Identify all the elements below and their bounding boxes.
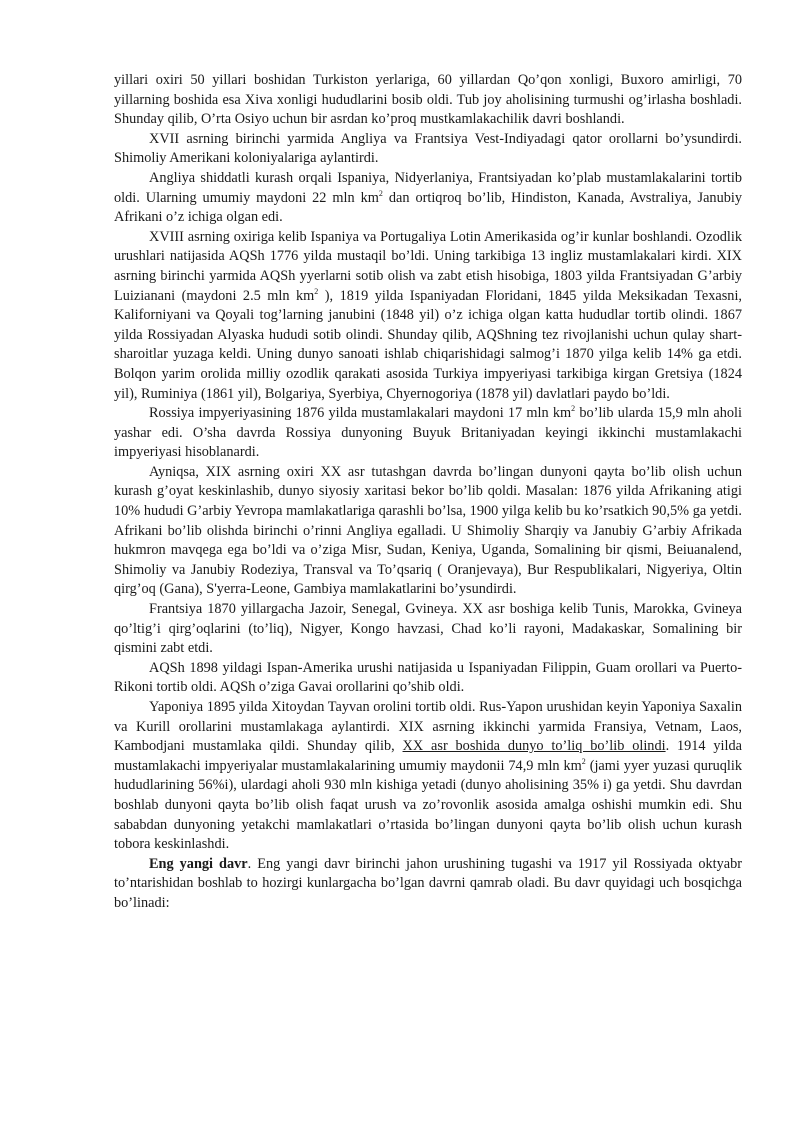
underlined-phrase: XX asr boshida dunyo to’liq bo’lib olindi xyxy=(402,738,666,755)
paragraph-usa-1898: AQSh 1898 yildagi Ispan-Amerika urushi natijasida u Ispaniyadan Filippin, Guam orollari va Puerto-Rikoni tortib oldi. AQSh o’ziga Gavai orollarini qo’shib oldi. xyxy=(114,659,742,696)
paragraph-africa-division: Ayniqsa, XIX asrning oxiri XX asr tutashgan davrda bo’lingan dunyoni qayta bo’lib olish uchun kurash g’oyat keskinlashib, dunyo siyosiy xaritasi bekor bo’lib qoldi. Masalan: 1876 yilda Afrikaning atigi 10% hududi G’arbiy Yevropa mamlakatlariga qarashli bo’lsa, 1900 yilga kelib bu ko’rsatkich 90,5% ga yetdi. Afrikani bo’lib olishda birinchi o’rinni Angliya egalladi. U Shimoliy Sharqiy va Janubiy G’arbiy Afrikada hukmron mavqega ega bo’ldi va o’ziga Misr, Sudan, Keniya, Uganda, Somalining bir qismi, Beiuanalend, Shimoliy va Janubiy Rodeziya, Transval va To’qsariq ( Oranjevaya), Bur Respublikalari, Nigyeriya, Oltin qirg’oq (Gana), S'yerra-Leone, Gambiya mamlakatlarini bo’ysundirdi. xyxy=(114,463,742,598)
paragraph-england-france-17th: XVII asrning birinchi yarmida Angliya va Frantsiya Vest-Indiyadagi qator orollarni bo’ysundirdi. Shimoliy Amerikani koloniyalariga aylantirdi. xyxy=(114,130,742,167)
paragraph-russian-empire: Rossiya impyeriyasining 1876 yilda mustamlakalari maydoni 17 mln $km^2$ bo’lib ularda 15,9 mln aholi yashar edi. O’sha davrda Rossiya dunyoning Buyuk Britaniyadan keyingi ikkinchi mustamlakachi impyeriyasi hisoblanardi. xyxy=(114,404,742,461)
document-body xyxy=(114,71,742,914)
paragraph-france-colonies: Frantsiya 1870 yillargacha Jazoir, Senegal, Gvineya. XX asr boshiga kelib Tunis, Marokka, Gvineya qo’ltig’i qirg’oqlarini (to’liq), Nigyer, Kongo havzasi, Chad ko’li rayoni, Madakaskar, Somalining bir qismini zabt etdi. xyxy=(114,601,742,657)
paragraph-england-colonies: Angliya shiddatli kurash orqali Ispaniya, Nidyerlaniya, Frantsiyadan ko’plab mustamlakalarini tortib oldi. Ularning umumiy maydoni 22 mln $km^2$ dan ortiqroq bo’lib, Hindiston, Kanada, Avstraliya, Janubiy Afrikani o’z ichiga olgan edi. xyxy=(114,169,742,226)
paragraph-newest-period: Eng yangi davr. Eng yangi davr birinchi jahon urushining tugashi va 1917 yil Rossiyada oktyabr to’ntarishidan boshlab to hozirgi kunlargacha bo’lgan davrni qamrab oladi. Bu davr quyidagi uch bosqichga bo’linadi: xyxy=(114,855,743,911)
paragraph-colonial-central-asia: yillari oxiri 50 yillari boshidan Turkiston yerlariga, 60 yillardan Qo’qon xonligi, Buxoro amirligi, 70 yillarning boshida esa Xiva xonligi hududlarini bosib oldi. Tub joy aholisining turmushi og’irlasha boshladi. Shunday qilib, O’rta Osiyo uchun bir asrdan ko’proq mustkamlakachilik davri boshlandi. xyxy=(114,72,742,128)
section-heading-newest-period: Eng yangi davr xyxy=(149,855,248,872)
paragraph-japan-1895: Yaponiya 1895 yilda Xitoydan Tayvan orolini tortib oldi. Rus-Yapon urushidan keyin Yaponiya Saxalin va Kurill orollarini mustamlakaga aylantirdi. XIX asrning ikkinchi yarmida Fransiya, Vetnam, Laos, Kambodjani mustamlaka qildi. Shunday qilib, XX asr boshida dunyo to’liq bo’lib olindi. 1914 yilda mustamlakachi impyeriyalar mustamlakalarining umumiy maydonii 74,9 mln $km^2$ (jami yyer yuzasi quruqlik hududlarining 56%i), ulardagi aholi 930 mln kishiga yetadi (dunyo aholisining 35% i) ga yetdi. Shu davrdan boshlab dunyoni qayta bo’lib olish faqat urush va zo’rovonlik asosida amalga oshishi mumkin edi. Shu sababdan dunyoning yetakchi mamlakatlari o’rtasida bo’lingan dunyoni qayta bo’lib olish uchun kurash tobora keskinlashdi. xyxy=(114,699,743,853)
paragraph-18th-century-usa: XVIII asrning oxiriga kelib Ispaniya va Portugaliya Lotin Amerikasida og’ir kunlar boshlandi. Ozodlik urushlari natijasida AQSh 1776 yilda mustaqil bo’ldi. Uning tarkibiga 13 ingliz mustamlakalari kirdi. XIX asrning birinchi yarmida AQSh yyerlarni sotib olish va zabt etish hisobiga, 1803 yilda Frantsiyadan G’arbiy Luizianani (maydoni 2.5 mln $km^2$ ), 1819 yilda Ispaniyadan Floridani, 1845 yilda Meksikadan Texasni, Kaliforniyani va Qoyali tog’larning janubini (1848 yil) o’z ichiga olgan katta hududlar tortib olindi. 1867 yilda Rossiyadan Alyaska hududi sotib olindi. Shunday qilib, AQShning tez rivojlanishi uchun qulay shart-sharoitlar yuzaga keldi. Uning dunyo sanoati ishlab chiqarishidagi salmog’i 1870 yilga kelib 14% ga etdi. Bolqon yarim orolida milliy ozodlik qarakati asosida Turkiya impyeriyasi tarkibiga kirgan Gretsiya (1824 yil), Ruminiya (1861 yil), Bolgariya, Syerbiya, Chyernogoriya (1878 yil) davlatlari paydo bo’ldi. xyxy=(114,228,742,402)
